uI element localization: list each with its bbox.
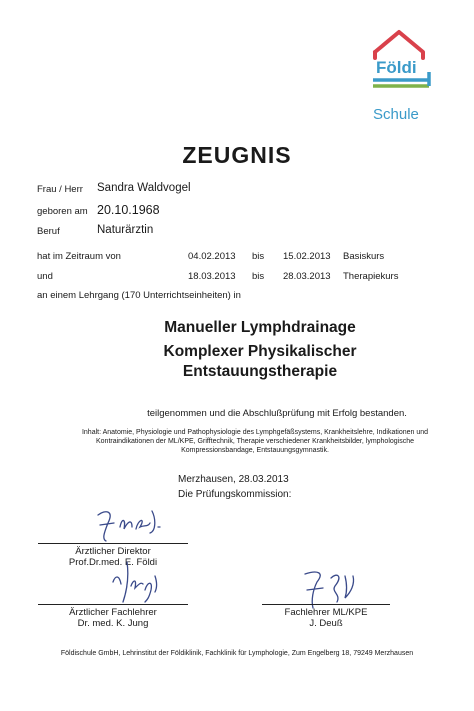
- period2-bis: bis: [252, 271, 265, 282]
- logo-subtitle: Schule: [373, 106, 419, 123]
- teacher2-name: J. Deuß: [309, 618, 343, 629]
- result-text: teilgenommen und die Abschlußprüfung mit Erfolg bestanden.: [147, 408, 407, 419]
- director-sign-line: [38, 543, 188, 544]
- period1-kind: Basiskurs: [343, 251, 385, 262]
- teacher2-role: Fachlehrer ML/KPE: [284, 607, 368, 618]
- teacher2-block: [262, 607, 390, 629]
- job-label: Beruf: [37, 226, 60, 237]
- period2-to: 28.03.2013: [283, 271, 331, 282]
- period2-from: 18.03.2013: [188, 271, 236, 282]
- footer-address: Földischule GmbH, Lehrinstitut der Földiklinik, Fachklinik für Lymphologie, Zum Engelberg 18, 79249 Merzhausen: [60, 650, 414, 657]
- director-name: Prof.Dr.med. E. Földi: [68, 557, 158, 568]
- born-label: geboren am: [37, 206, 88, 217]
- course-line-2: Komplexer Physikalischer: [163, 343, 357, 360]
- period-and: und: [37, 271, 53, 282]
- course-line-1: Manueller Lymphdrainage: [164, 319, 356, 336]
- born-date: 20.10.1968: [97, 203, 160, 217]
- teacher2-sign-line: [262, 604, 390, 605]
- teacher1-block: [38, 607, 188, 629]
- job-value: Naturärztin: [97, 224, 154, 236]
- inhalt-line-2: Kontraindikationen der ML/KPE, Grifftechnik, Therapie verschiedener Krankheitsbilder, lymphologische: [95, 438, 415, 445]
- director-signature: [92, 505, 172, 545]
- period1-to: 15.02.2013: [283, 251, 331, 262]
- logo-name: Földi: [376, 58, 417, 77]
- inhalt-line-1: Inhalt: Anatomie, Physiologie und Pathophysiologie des Lymphgefäßsystems, Krankheitslehre, Indikationen und: [81, 429, 429, 436]
- name-label: Frau / Herr: [37, 184, 83, 195]
- period1-bis: bis: [252, 251, 265, 262]
- teacher1-signature: [105, 560, 175, 605]
- period2-kind: Therapiekurs: [343, 271, 399, 282]
- certificate-title: ZEUGNIS: [182, 142, 292, 168]
- teacher1-name: Dr. med. K. Jung: [77, 618, 149, 629]
- place-date: Merzhausen, 28.03.2013: [178, 474, 289, 485]
- director-role: Ärztlicher Direktor: [75, 546, 151, 557]
- period1-from: 04.02.2013: [188, 251, 236, 262]
- inhalt-line-3: Kompressionsbandage, Entstauungsgymnastik.: [181, 447, 329, 454]
- course-line-3: Entstauungstherapie: [182, 363, 338, 380]
- teacher1-role: Ärztlicher Fachlehrer: [69, 607, 157, 618]
- person-name: Sandra Waldvogel: [97, 182, 191, 194]
- commission-label: Die Prüfungskommission:: [178, 489, 292, 500]
- period-prefix: hat im Zeitraum von: [37, 251, 121, 262]
- teacher1-sign-line: [38, 604, 188, 605]
- course-intro: an einem Lehrgang (170 Unterrichtseinheiten) in: [37, 290, 241, 301]
